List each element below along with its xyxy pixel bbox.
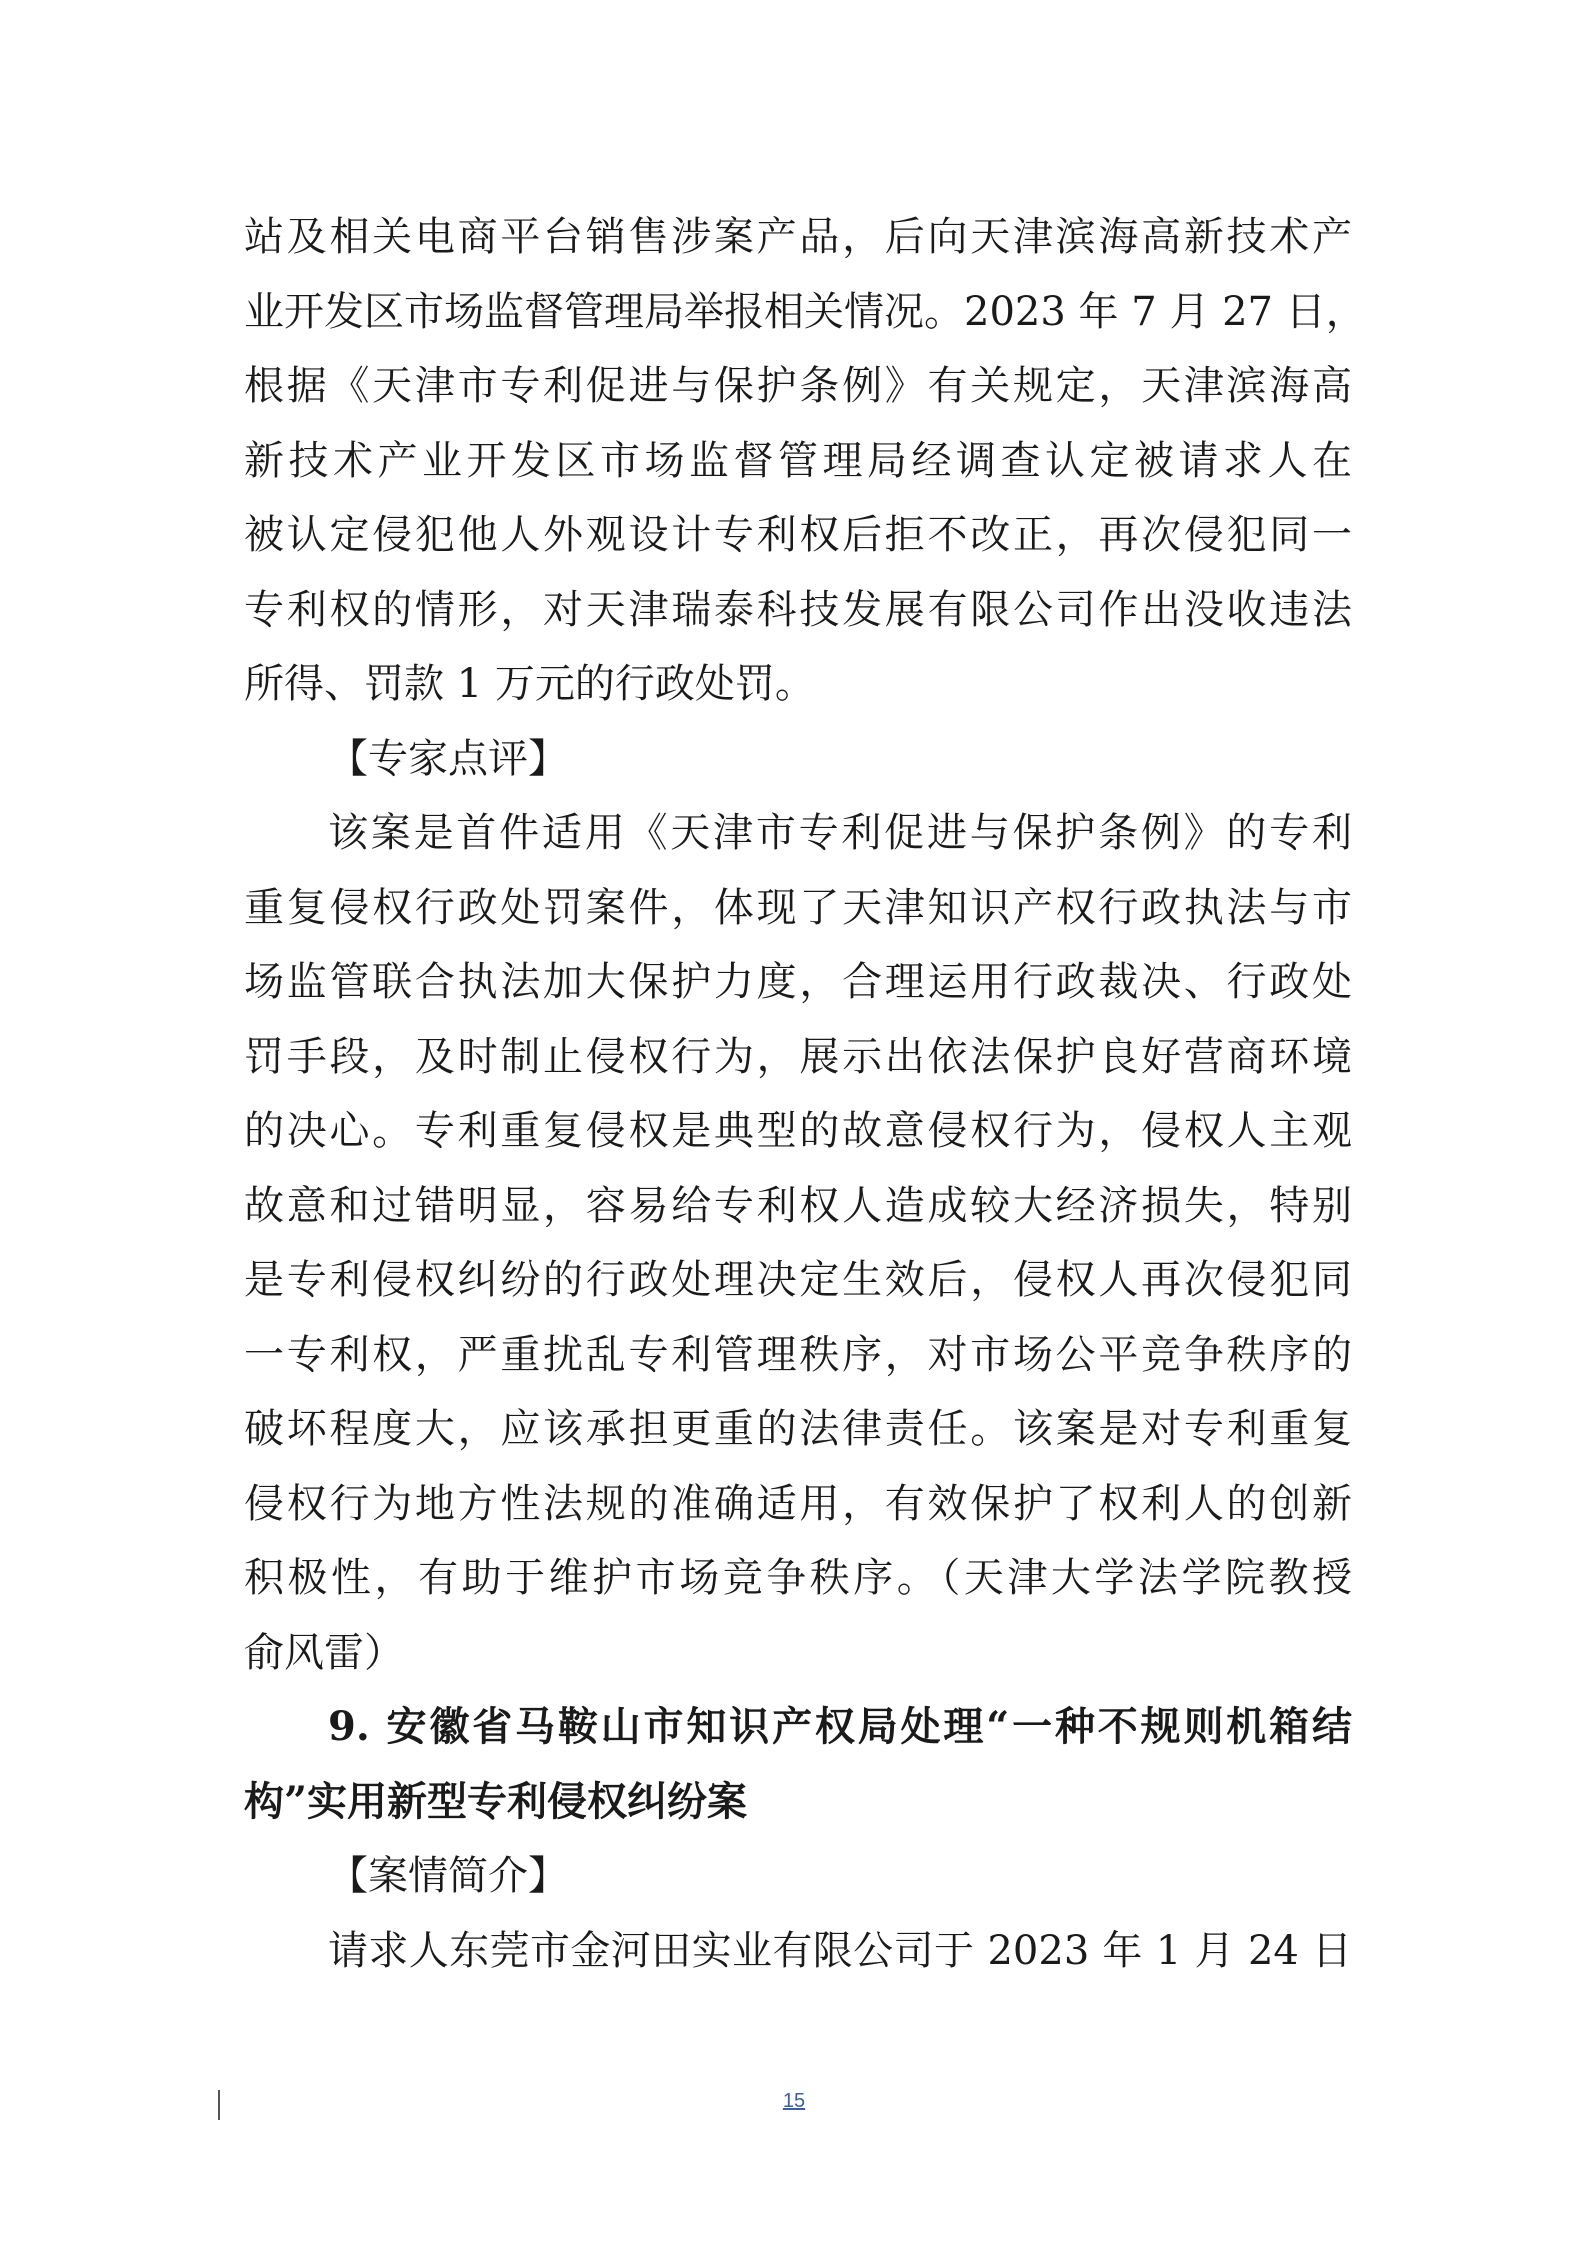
paragraph-line: 破坏程度大，应该承担更重的法律责任。该案是对专利重复 [244,1406,1352,1452]
paragraph-line: 侵权行为地方性法规的准确适用，有效保护了权利人的创新 [244,1480,1352,1527]
paragraph-line: 被认定侵犯他人外观设计专利权后拒不改正，再次侵犯同一 [244,512,1352,558]
section-label-case-summary: 【案情简介】 [328,1853,568,1899]
paragraph-line: 请求人东莞市金河田实业有限公司于 2023 年 1 月 24 日 [328,1927,1352,1974]
paragraph-line: 是专利侵权纠纷的行政处理决定生效后，侵权人再次侵犯同 [244,1257,1352,1303]
paragraph-line: 故意和过错明显，容易给专利权人造成较大经济损失，特别 [244,1182,1352,1229]
page-number: 15 [782,2090,806,2112]
paragraph-line: 站及相关电商平台销售涉案产品，后向天津滨海高新技术产 [244,214,1352,260]
paragraph-line: 该案是首件适用《天津市专利促进与保护条例》的专利 [328,810,1352,856]
case-heading: 构”实用新型专利侵权纠纷案 [244,1777,748,1825]
paragraph-line: 罚手段，及时制止侵权行为，展示出依法保护良好营商环境 [244,1033,1352,1080]
footer-divider [218,2090,220,2120]
section-label-expert-review: 【专家点评】 [328,735,568,782]
paragraph-line: 俞风雷） [244,1629,404,1676]
paragraph-line: 根据《天津市专利促进与保护条例》有关规定，天津滨海高 [244,363,1352,409]
body-text [244,200,1366,1988]
paragraph-line: 场监管联合执法加大保护力度，合理运用行政裁决、行政处 [244,959,1352,1005]
paragraph-line: 业开发区市场监督管理局举报相关情况。2023 年 7 月 27 日， [244,288,1366,335]
paragraph-line: 一专利权，严重扰乱专利管理秩序，对市场公平竞争秩序的 [244,1331,1352,1378]
paragraph-line: 的决心。专利重复侵权是典型的故意侵权行为，侵权人主观 [244,1108,1352,1154]
paragraph-line: 所得、罚款 1 万元的行政处罚。 [244,661,815,707]
paragraph-line: 重复侵权行政处罚案件，体现了天津知识产权行政执法与市 [244,884,1352,931]
paragraph-line: 专利权的情形，对天津瑞泰科技发展有限公司作出没收违法 [244,586,1352,633]
case-heading: 9. 安徽省马鞍山市知识产权局处理“一种不规则机箱结 [328,1703,1352,1750]
paragraph-line: 新技术产业开发区市场监督管理局经调查认定被请求人在 [244,437,1352,484]
paragraph-line: 积极性，有助于维护市场竞争秩序。（天津大学法学院教授 [244,1555,1352,1601]
